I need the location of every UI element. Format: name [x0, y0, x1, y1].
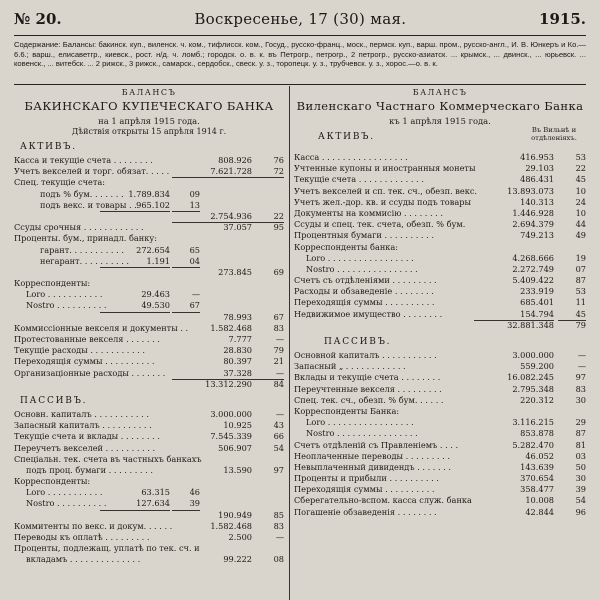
amount: 853.878	[520, 428, 554, 439]
table-row	[294, 174, 586, 185]
liabilities-list	[294, 350, 586, 518]
table-row	[14, 431, 284, 442]
kopecks: 29	[575, 417, 586, 428]
table-row	[294, 384, 586, 395]
amount: 3.000.000	[512, 350, 554, 360]
amount: 37.328	[172, 368, 252, 380]
table-row	[14, 476, 284, 487]
row-label: Проценты, подлежащ. уплатѣ по тек. сч. и	[14, 543, 200, 554]
kopecks: 97	[273, 464, 284, 475]
table-row	[14, 409, 284, 420]
table-row	[14, 356, 284, 367]
amount: 2.500	[228, 532, 252, 542]
issue-number: № 20.	[14, 10, 62, 28]
amount: 220.312	[520, 394, 554, 405]
kopecks: 30	[575, 473, 586, 484]
table-row	[14, 543, 284, 554]
row-label: Nostro . . . . . . . . . .	[26, 300, 107, 311]
table-row	[294, 242, 586, 253]
row-label: Касса . . . . . . . . . . . . . . . . .	[294, 152, 408, 162]
table-row	[14, 166, 284, 177]
kopecks: 95	[273, 222, 284, 233]
amount: 80.397	[223, 356, 252, 367]
amount: 506.907	[218, 442, 252, 453]
amount: 1.446.928	[512, 207, 554, 218]
amount: 10.925	[223, 420, 252, 431]
amount: 143.639	[520, 461, 554, 472]
liabilities-heading: ПАССИВЪ.	[20, 395, 88, 406]
sub-amount: 1.789.834	[128, 188, 170, 199]
row-label: Учтенные купоны и иностранныя монеты	[294, 163, 476, 174]
amount: 154.794	[474, 309, 554, 321]
sub-kopecks: —	[191, 289, 200, 300]
row-label: Переучтенные векселя . . . . . . . . .	[294, 383, 442, 394]
table-row	[14, 532, 284, 543]
sub-amount: 965.102	[100, 200, 170, 212]
table-row	[14, 454, 284, 465]
table-row	[294, 320, 586, 331]
row-label: негарант. . . . . . . . . .	[40, 255, 130, 266]
table-row	[14, 189, 284, 200]
row-label: Loro . . . . . . . . . . . . . . . . .	[306, 252, 414, 263]
kopecks: 10	[575, 207, 586, 218]
amount: 5.282.470	[512, 439, 554, 450]
table-of-contents: Содержание: Балансы: бакинск. куп., виленск. ч. ком., тифлисск. ком., Госуд., русско-франц., моск., пермск. куп., варш. пром., русско-англ., И. В. Юнкеръ и Ко.—6.6.; варш., елисаветгр., киевск., рост. н/д. ч. ломб.; городск. о. в. к. въ Петрогр., петрогр., 2 петрогр., русско-азиатск. ... крымск., ... двинск., ... юрьевск. ... ковенск., ... витебск. ... 2 рижск., 3 рижск., самарск., сердобск., свеск. у. з., торопецк. у. з., трубчевск. у. з., хорос.—о. в. к.	[14, 40, 586, 69]
amount: 3.000.000	[210, 408, 252, 419]
amount: 13.312.290	[205, 378, 252, 389]
liabilities-list	[14, 409, 284, 566]
table-row	[294, 417, 586, 428]
table-row	[14, 420, 284, 431]
kopecks: 83	[273, 520, 284, 531]
kopecks: 87	[575, 428, 586, 439]
table-row	[14, 334, 284, 345]
row-label: Неоплаченные переводы . . . . . . . . .	[294, 450, 450, 461]
amount: 808.926	[218, 155, 252, 165]
table-row	[14, 323, 284, 334]
bank-title: Виленскаго Частнаго Коммерческаго Банка	[296, 99, 584, 113]
kopecks: 53	[575, 286, 586, 297]
amount: 358.477	[520, 484, 554, 495]
kopecks: 22	[575, 163, 586, 174]
table-row	[14, 379, 284, 390]
row-label: Невыплаченный дивидендъ . . . . . . .	[294, 461, 451, 472]
kopecks: 96	[575, 506, 586, 517]
row-label: Loro . . . . . . . . . . . . . . . . .	[306, 417, 414, 428]
kopecks: 08	[273, 554, 284, 565]
row-label: Nostro . . . . . . . . . .	[26, 498, 107, 509]
kopecks: 79	[273, 345, 284, 356]
assets-list	[14, 155, 284, 390]
assets-heading: АКТИВЪ.	[318, 132, 375, 142]
issue-date: Воскресенье, 17 (30) мая.	[194, 10, 407, 28]
row-label: Спец. тек. сч., обезп. % бум. . . . . .	[294, 394, 444, 405]
kopecks: 67	[273, 311, 284, 322]
row-label: Ссуды срочныя . . . . . . . . . . . .	[14, 222, 144, 233]
bank-title: БАКИНСКАГО КУПЕЧЕСКАГО БАНКА	[24, 99, 274, 113]
amount: 273.845	[218, 266, 252, 277]
amount: 1.582.468	[210, 322, 252, 333]
table-row	[294, 264, 586, 275]
table-row	[294, 197, 586, 208]
row-label: Протестованные векселя . . . . . . .	[14, 334, 160, 344]
page-header	[14, 10, 586, 38]
table-row	[14, 177, 284, 188]
amount: 233.919	[520, 286, 554, 297]
kopecks: —	[275, 408, 284, 419]
table-row	[294, 428, 586, 439]
amount: 685.401	[520, 297, 554, 308]
amount: 3.116.215	[512, 417, 554, 428]
table-row	[294, 361, 586, 372]
column-header: Въ Вильнѣ и отдѣленіяхъ.	[531, 126, 577, 142]
row-label: Учетъ жел.-дор. кв. и ссуды подъ товары	[294, 196, 471, 207]
table-row	[294, 309, 586, 320]
kopecks: 19	[575, 252, 586, 263]
sub-kopecks: 39	[172, 498, 200, 510]
row-label: Nostro . . . . . . . . . . . . . . . .	[306, 428, 418, 439]
balance-label: БАЛАНСЪ	[121, 88, 177, 97]
table-row	[14, 245, 284, 256]
row-label: Переходящія суммы . . . . . . . . . .	[294, 484, 435, 495]
row-label: Вклады и текущіе счета . . . . . . . .	[294, 372, 441, 383]
row-label: Процентныя бумаги . . . . . . . . . .	[294, 230, 434, 241]
kopecks: 43	[273, 420, 284, 431]
amount: 99.222	[223, 554, 252, 565]
row-label: Корреспонденты:	[14, 278, 91, 289]
row-label: Переводы къ оплатѣ . . . . . . . . .	[14, 532, 150, 542]
kopecks: 83	[273, 322, 284, 333]
row-label: Текущіе счета и вклады . . . . . . . .	[14, 431, 160, 442]
amount: 190.949	[218, 509, 252, 520]
amount: 13.893.073	[507, 185, 554, 196]
amount: 2.694.379	[512, 219, 554, 230]
row-label: подъ проц. бумаги . . . . . . . . .	[26, 464, 153, 475]
table-row	[294, 406, 586, 417]
row-label: Организаціонные расходы . . . . . . .	[14, 367, 166, 378]
kopecks: 39	[575, 484, 586, 495]
amount: 2.272.749	[512, 263, 554, 274]
row-label: Loro . . . . . . . . . . .	[26, 289, 103, 300]
table-row	[14, 368, 284, 379]
row-label: Текущіе счета . . . . . . . . . . . . .	[294, 174, 424, 185]
table-row	[14, 300, 284, 311]
table-row	[14, 200, 284, 211]
kopecks: 10	[575, 185, 586, 196]
kopecks: 69	[273, 266, 284, 277]
liabilities-heading: ПАССИВЪ.	[324, 337, 392, 347]
balance-label: БАЛАНСЪ	[412, 88, 468, 97]
row-label: Loro . . . . . . . . . . .	[26, 487, 103, 498]
kopecks: —	[275, 334, 284, 344]
row-label: Ссуды и спец. тек. счета, обезп. % бум.	[294, 219, 466, 230]
table-row	[14, 155, 284, 166]
table-row	[294, 186, 586, 197]
table-row	[294, 152, 586, 163]
sub-kopecks: 09	[189, 188, 200, 199]
row-label: Счетъ отдѣленій съ Правленіемъ . . . .	[294, 439, 459, 450]
amount: 32.881.348	[507, 319, 554, 330]
row-label: гарант. . . . . . . . . . .	[40, 244, 124, 255]
kopecks: 84	[273, 378, 284, 389]
table-row	[294, 462, 586, 473]
amount: 13.590	[223, 464, 252, 475]
amount: 559.200	[520, 361, 554, 372]
amount: 7.777	[228, 334, 252, 344]
issue-year: 1915.	[539, 10, 586, 28]
table-row	[14, 510, 284, 521]
kopecks: 97	[575, 372, 586, 383]
row-label: Коммиссіонные векселя и документы . .	[14, 322, 189, 333]
opened-date: Дѣйствія открыты 15 апрѣля 1914 г.	[71, 127, 227, 136]
amount: 7.545.339	[210, 431, 252, 442]
row-label: вкладамъ . . . . . . . . . . . . . .	[26, 554, 141, 565]
sub-amount: 63.315	[141, 487, 170, 498]
kopecks: 21	[273, 356, 284, 367]
amount: 7.621.728	[172, 166, 252, 178]
kopecks: 30	[575, 394, 586, 405]
table-row	[14, 278, 284, 289]
row-label: Переходящія суммы . . . . . . . . . .	[14, 356, 155, 367]
sub-amount: 29.463	[141, 289, 170, 300]
sub-amount: 127.634	[100, 498, 170, 510]
row-label: Сберегательно-вспом. касса служ. банка	[294, 495, 472, 506]
amount: 46.052	[525, 450, 554, 461]
sub-amount: 49.530	[100, 300, 170, 312]
contents-rule	[14, 84, 586, 85]
kopecks: 44	[575, 219, 586, 230]
sub-kopecks: 67	[172, 300, 200, 312]
amount: 2.754.936	[172, 211, 252, 223]
table-row	[14, 521, 284, 532]
row-label: Основной капиталъ . . . . . . . . . . .	[294, 350, 437, 360]
table-row	[14, 312, 284, 323]
table-row	[294, 507, 586, 518]
balance-date: къ 1 апрѣля 1915 года.	[389, 116, 491, 126]
kopecks: —	[275, 532, 284, 542]
assets-heading: АКТИВЪ.	[20, 142, 77, 152]
amount: 2.795.348	[512, 383, 554, 394]
amount: 4.268.666	[512, 252, 554, 263]
table-row	[294, 440, 586, 451]
amount: 37.057	[223, 222, 252, 233]
table-row	[14, 487, 284, 498]
amount: 10.008	[525, 495, 554, 506]
table-row	[294, 208, 586, 219]
table-row	[294, 451, 586, 462]
table-row	[14, 554, 284, 565]
vilna-bank-balance	[294, 88, 586, 518]
row-label: Корреспонденты банка:	[294, 241, 399, 252]
amount: 140.313	[520, 196, 554, 207]
kopecks: 45	[575, 174, 586, 185]
table-row	[14, 211, 284, 222]
row-label: Спеціальн. тек. счета въ частныхъ банкахъ	[14, 453, 202, 464]
row-label: Расходы и обзаведеніе . . . . . . . .	[294, 286, 434, 297]
kopecks: 85	[273, 509, 284, 520]
row-label: Nostro . . . . . . . . . . . . . . . .	[306, 263, 418, 274]
kopecks: 07	[575, 263, 586, 274]
kopecks: 66	[273, 431, 284, 442]
kopecks: 45	[558, 309, 586, 321]
table-row	[294, 350, 586, 361]
kopecks: 03	[575, 450, 586, 461]
table-row	[14, 233, 284, 244]
kopecks: 76	[273, 155, 284, 165]
row-label: подъ векс. и товары . .	[40, 199, 137, 210]
table-row	[294, 230, 586, 241]
row-label: Проценты и прибыли . . . . . . . . . .	[294, 473, 439, 484]
row-label: Недвижимое имущество . . . . . . . .	[294, 308, 443, 319]
table-row	[294, 275, 586, 286]
kopecks: 87	[575, 275, 586, 286]
table-row	[14, 465, 284, 476]
balance-date: на 1 апрѣля 1915 года.	[98, 116, 200, 126]
amount: 1.582.468	[210, 520, 252, 531]
row-label: Проценты. бум., принадл. банку:	[14, 233, 157, 244]
row-label: Запасный капиталъ . . . . . . . . . .	[14, 420, 152, 431]
row-label: Переходящія суммы . . . . . . . . . .	[294, 297, 435, 308]
sub-kopecks: 13	[172, 200, 200, 212]
sub-kopecks: 65	[189, 244, 200, 255]
table-row	[14, 256, 284, 267]
kopecks: 54	[273, 442, 284, 453]
kopecks: 54	[575, 495, 586, 506]
table-row	[14, 345, 284, 356]
baku-bank-balance	[14, 88, 284, 566]
row-label: Корреспонденты Банка:	[294, 405, 400, 416]
table-row	[294, 372, 586, 383]
table-row	[294, 219, 586, 230]
amount: 5.409.422	[512, 275, 554, 286]
row-label: Текущіе расходы . . . . . . . . . . .	[14, 345, 145, 356]
kopecks: 50	[575, 461, 586, 472]
table-row	[294, 395, 586, 406]
table-row	[14, 222, 284, 233]
row-label: Переучетъ векселей . . . . . . . . . .	[14, 442, 156, 453]
row-label: Корреспонденты:	[14, 476, 91, 487]
table-row	[294, 473, 586, 484]
row-label: Учетъ векселей и торг. обязат. . . . .	[14, 166, 170, 177]
sub-amount: 1.191	[100, 256, 170, 268]
kopecks: 49	[575, 230, 586, 241]
sub-kopecks: 04	[172, 256, 200, 268]
kopecks: 83	[575, 383, 586, 394]
row-label: подъ % бум. . . . . . .	[40, 188, 124, 199]
kopecks: —	[577, 361, 586, 372]
table-row	[14, 443, 284, 454]
row-label: Касса и текущіе счета . . . . . . . .	[14, 155, 153, 165]
table-row	[294, 163, 586, 174]
table-row	[14, 498, 284, 509]
row-label: Документы на коммисію . . . . . . . .	[294, 207, 443, 218]
amount: 370.654	[520, 473, 554, 484]
table-row	[294, 253, 586, 264]
row-label: Коммитенты по векс. и докум. . . . . .	[14, 520, 173, 531]
row-label: Запасный „ . . . . . . . . . . . .	[294, 361, 406, 372]
row-label: Погашеніе обзаведенія . . . . . . . .	[294, 506, 437, 517]
header-rule	[14, 35, 586, 36]
table-row	[294, 297, 586, 308]
table-row	[294, 286, 586, 297]
table-row	[294, 495, 586, 506]
sub-amount: 272.654	[136, 244, 170, 255]
kopecks: 22	[248, 211, 284, 223]
row-label: Спец. текущіе счета:	[14, 177, 106, 188]
table-row	[14, 289, 284, 300]
kopecks: 24	[575, 196, 586, 207]
row-label: Учетъ векселей и сп. тек. сч., обезп. векс.	[294, 185, 478, 196]
amount: 78.993	[223, 311, 252, 322]
column-divider	[289, 86, 290, 600]
amount: 749.213	[520, 230, 554, 241]
kopecks: 11	[575, 297, 586, 308]
kopecks: —	[577, 350, 586, 360]
amount: 29.103	[525, 163, 554, 174]
sub-kopecks: 46	[189, 487, 200, 498]
amount: 16.082.245	[507, 372, 554, 383]
amount: 42.844	[525, 506, 554, 517]
kopecks: 79	[575, 319, 586, 330]
kopecks: 53	[575, 152, 586, 162]
kopecks: 72	[248, 166, 284, 178]
amount: 486.431	[520, 174, 554, 185]
table-row	[14, 267, 284, 278]
amount: 28.830	[223, 345, 252, 356]
kopecks: 81	[575, 439, 586, 450]
kopecks: —	[248, 368, 284, 380]
table-row	[294, 484, 586, 495]
row-label: Счетъ съ отдѣленіями . . . . . . . . .	[294, 275, 437, 286]
row-label: Основн. капиталъ . . . . . . . . . . .	[14, 408, 149, 419]
assets-list	[294, 152, 586, 331]
amount: 416.953	[520, 152, 554, 162]
